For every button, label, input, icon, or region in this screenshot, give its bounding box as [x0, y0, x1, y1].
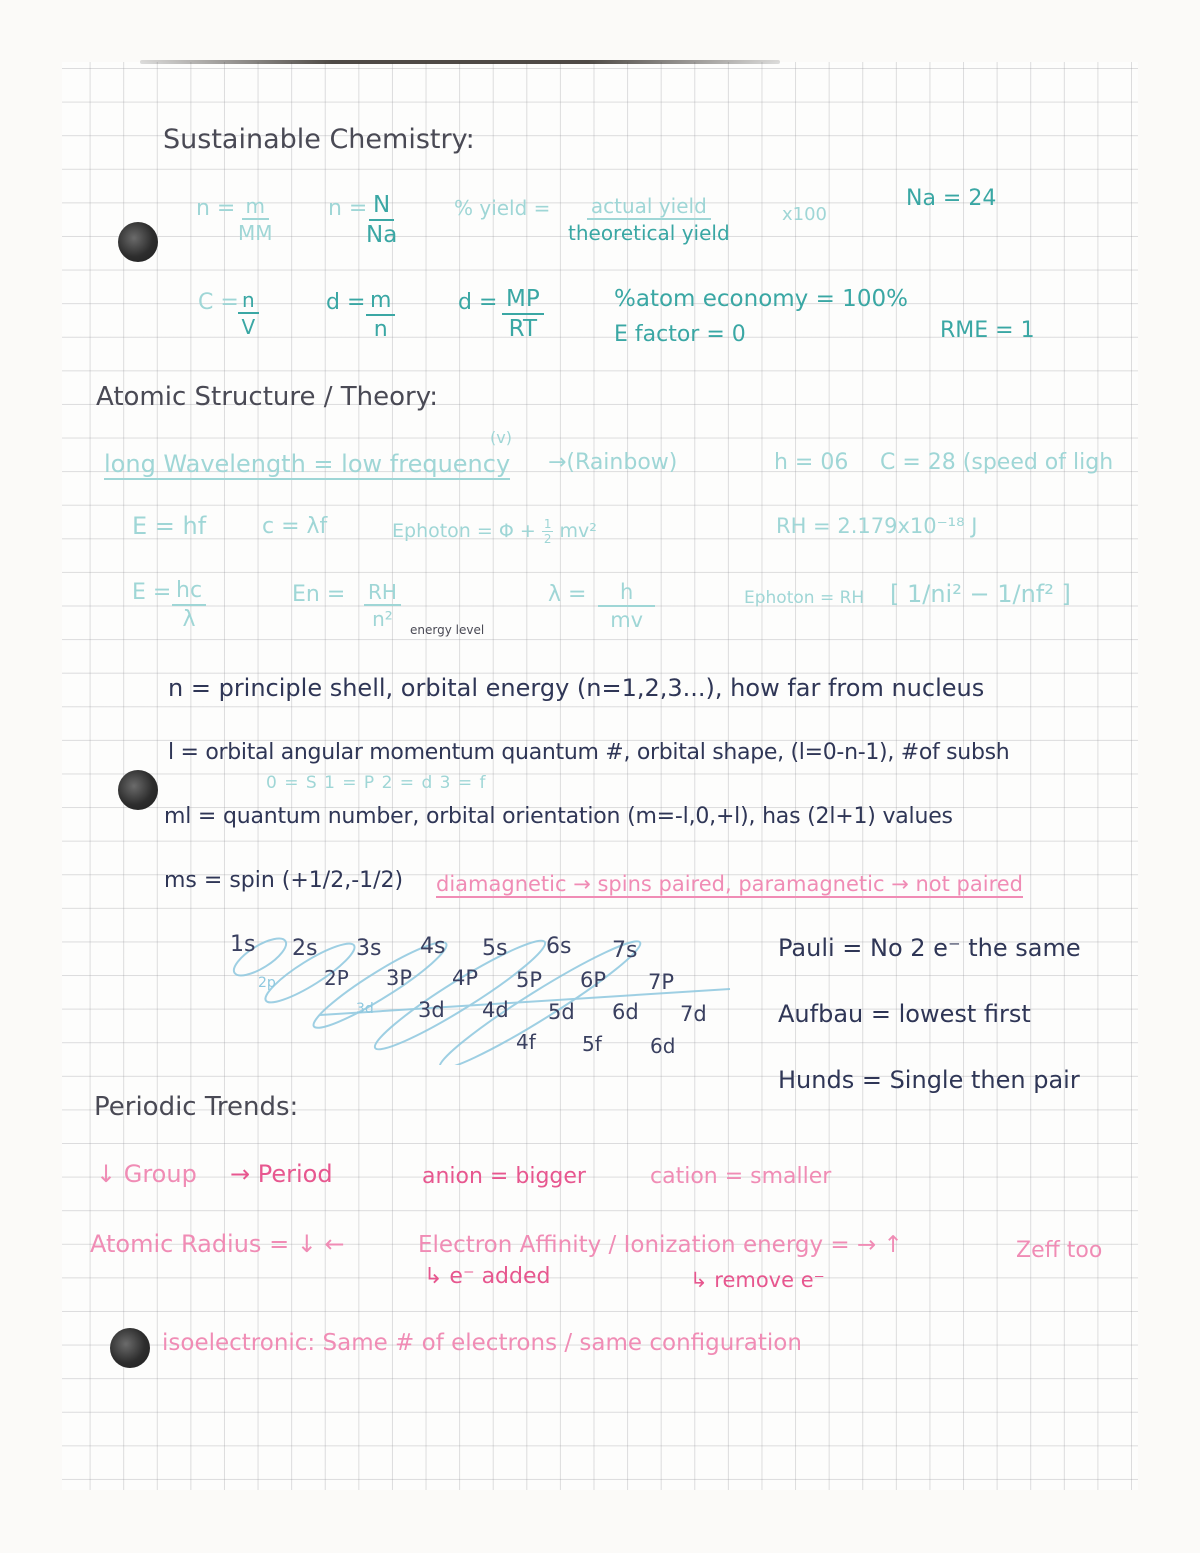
binder-hole-top — [118, 222, 158, 262]
formula-en-lhs: En = — [292, 582, 346, 607]
orbital-4p: 4P — [452, 966, 479, 990]
formula-lambda-num: h — [598, 582, 655, 607]
magnetism-note — [436, 874, 1023, 895]
wavelength-frequency-note — [104, 452, 510, 476]
orbital-6d-lower: 6d — [650, 1034, 676, 1058]
formula-lambda-den: mv — [610, 608, 644, 632]
orbital-3s: 3s — [356, 936, 382, 961]
sustainable-heading: Sustainable Chemistry: — [163, 124, 475, 155]
c-equals-lambda-f: c = λf — [262, 514, 328, 539]
atomic-radius-trend: Atomic Radius = ↓ ← — [90, 1230, 345, 1258]
ea-ie-trend: Electron Affinity / Ionization energy = → ↑ — [418, 1232, 903, 1258]
electron-affinity-note: ↳ e⁻ added — [424, 1264, 551, 1289]
e-photon-rydberg-lhs: Ephoton = RH — [744, 588, 865, 608]
formula-e-hc-den: λ — [182, 607, 196, 632]
planck-constant: h = 06 — [774, 450, 849, 475]
spin-quantum-note: ms = spin (+1/2,-1/2) — [164, 868, 404, 893]
formula-en-den: n² — [372, 607, 393, 631]
rydberg-constant: RH = 2.179x10⁻¹⁸ J — [776, 514, 978, 538]
formula-c-lhs: C = — [198, 290, 239, 315]
formula-e-hc-num: hc — [172, 580, 206, 606]
orbital-2s: 2s — [292, 936, 318, 961]
e-equals-hf: E = hf — [132, 512, 207, 540]
e-photon-lhs: Ephoton = Φ + — [392, 520, 536, 542]
formula-e-hc-lhs: E = — [132, 580, 172, 605]
period-direction: → Period — [230, 1160, 333, 1188]
percent-yield-num: actual yield — [587, 196, 711, 220]
pauli-principle: Pauli = No 2 e⁻ the same — [778, 934, 1081, 962]
orbital-7s: 7s — [612, 938, 638, 963]
formula-n-na-num: N — [369, 194, 394, 221]
orbital-filling-diagram — [220, 925, 740, 1065]
group-direction: ↓ Group — [96, 1160, 197, 1188]
orbital-6d: 6d — [612, 1000, 639, 1024]
avogadro-note: Na = 24 — [906, 186, 997, 211]
rainbow-note: →(Rainbow) — [548, 450, 678, 475]
formula-e-hc-fraction — [172, 580, 206, 631]
binder-hole-middle — [118, 770, 158, 810]
isoelectronic-note: isoelectronic: Same # of electrons / same configuration — [162, 1330, 802, 1356]
frequency-symbol: (v) — [490, 428, 512, 447]
e-photon-half — [542, 518, 554, 545]
atomic-heading: Atomic Structure / Theory: — [96, 382, 438, 412]
orbital-4s: 4s — [420, 934, 446, 959]
aufbau-principle: Aufbau = lowest first — [778, 1000, 1031, 1028]
subshell-values: 0 = S 1 = P 2 = d 3 = f — [266, 773, 486, 793]
e-photon-rydberg-bracket: [ 1/ni² − 1/nf² ] — [890, 580, 1071, 608]
wavelength-frequency-text: long Wavelength = low frequency — [104, 450, 511, 478]
e-photon-equation — [392, 518, 597, 545]
formula-n-na-fraction — [366, 194, 397, 247]
formula-d-mp-num: MP — [502, 288, 544, 315]
e-photon-half-den: 2 — [543, 532, 552, 546]
formula-d-lhs: d = — [326, 290, 366, 315]
formula-d-mp-fraction — [502, 288, 544, 341]
magnetism-text: diamagnetic → spins paired, paramagnetic → not paired — [436, 872, 1023, 896]
orbital-7d: 7d — [680, 1002, 707, 1026]
e-factor: E factor = 0 — [614, 322, 746, 347]
percent-yield-fraction — [568, 196, 730, 243]
orbital-6s: 6s — [546, 934, 572, 959]
orbital-5d: 5d — [548, 1000, 575, 1024]
atom-economy: %atom economy = 100% — [614, 286, 908, 312]
percent-yield-den: theoretical yield — [568, 221, 730, 245]
orbital-6p: 6P — [580, 968, 607, 992]
hunds-rule: Hunds = Single then pair — [778, 1066, 1080, 1094]
formula-n-mm-lhs: n = — [196, 196, 236, 221]
rme: RME = 1 — [940, 318, 1035, 343]
formula-en-fraction — [364, 582, 401, 629]
speed-of-light: C = 28 (speed of ligh — [880, 450, 1114, 475]
formula-c-num: n — [238, 290, 259, 314]
formula-d-mp-den: RT — [508, 316, 538, 342]
formula-en-num: RH — [364, 582, 401, 606]
ionization-note: ↳ remove e⁻ — [690, 1268, 825, 1292]
zeff-note: Zeff too — [1016, 1238, 1103, 1263]
page-top-edge — [140, 60, 780, 64]
magnetic-quantum-note: ml = quantum number, orbital orientation (m=-l,0,+l), has (2l+1) values — [164, 804, 953, 829]
percent-yield-times-100: x100 — [782, 204, 828, 225]
orbital-faint-2p: 2p — [258, 975, 276, 991]
orbital-3p: 3P — [386, 966, 413, 990]
graph-paper-page — [62, 62, 1138, 1490]
formula-lambda-lhs: λ = — [548, 582, 587, 607]
formula-d-fraction — [366, 290, 395, 341]
cation-note: cation = smaller — [650, 1164, 832, 1189]
orbital-5s: 5s — [482, 936, 508, 961]
e-photon-tail: mv² — [559, 520, 597, 542]
formula-c-fraction — [238, 290, 259, 337]
formula-d-mp-lhs: d = — [458, 290, 498, 315]
orbital-1s: 1s — [230, 932, 256, 957]
formula-n-na-lhs: n = — [328, 196, 368, 221]
e-photon-half-num: 1 — [543, 517, 552, 531]
formula-d-den: n — [373, 317, 388, 342]
formula-n-mm-fraction — [238, 196, 273, 243]
percent-yield-lhs: % yield = — [454, 196, 551, 220]
orbital-2p: 2P — [324, 966, 349, 990]
angular-quantum-note: l = orbital angular momentum quantum #, orbital shape, (l=0-n-1), #of subsh — [168, 740, 1010, 765]
orbital-5p: 5P — [516, 968, 543, 992]
anion-note: anion = bigger — [422, 1164, 586, 1189]
formula-lambda-fraction — [598, 582, 655, 631]
orbital-7p: 7P — [648, 970, 675, 994]
periodic-heading: Periodic Trends: — [94, 1092, 299, 1122]
formula-n-mm-num: m — [242, 196, 269, 220]
principal-quantum-note: n = principle shell, orbital energy (n=1,2,3...), how far from nucleus — [168, 674, 985, 702]
formula-c-den: V — [241, 315, 256, 339]
orbital-4d: 4d — [482, 998, 509, 1022]
orbital-3d: 3d — [418, 998, 445, 1022]
formula-n-mm-den: MM — [238, 221, 273, 245]
orbital-faint-3d: 3d — [356, 1001, 374, 1017]
formula-n-na-den: Na — [366, 222, 398, 248]
orbital-4f: 4f — [516, 1030, 536, 1054]
binder-hole-bottom — [110, 1328, 150, 1368]
energy-level-label: energy level — [410, 623, 485, 637]
orbital-5f: 5f — [582, 1032, 602, 1056]
formula-d-num: m — [366, 290, 395, 316]
